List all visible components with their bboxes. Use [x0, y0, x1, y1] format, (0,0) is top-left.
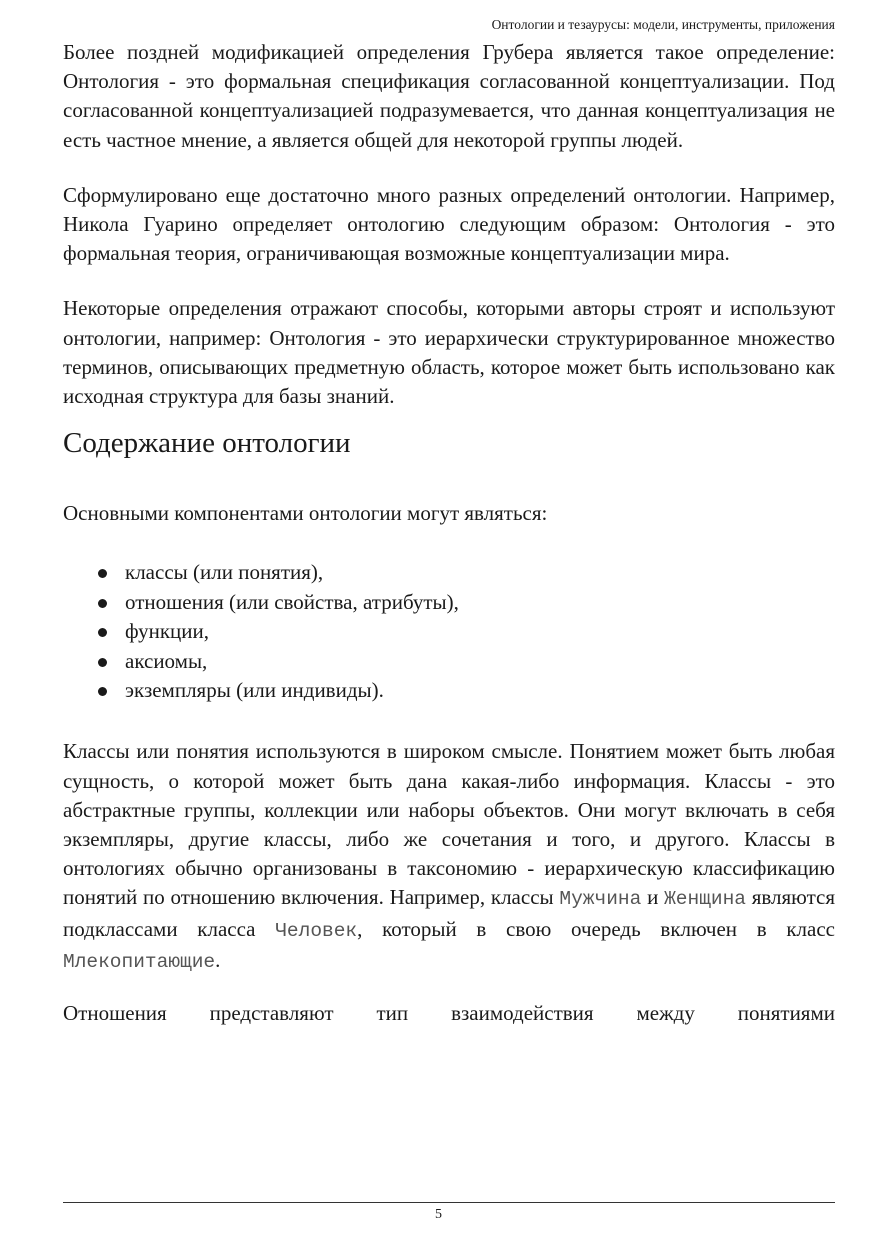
components-lead: Основными компонентами онтологии могут являться: — [63, 501, 548, 526]
bullet-icon — [98, 628, 107, 637]
paragraph-guarino-definition: Сформулировано еще достаточно много разных определений онтологии. Например, Никола Гуарино определяет онтологию следующим образом: Онтология - это формальная теория, ограничивающая возможные концептуализации мира. — [63, 182, 835, 266]
list-item: аксиомы, — [63, 647, 835, 676]
paragraph-hierarchical-definition: Некоторые определения отражают способы, которыми авторы строят и используют онтологии, например: Онтология - это иерархически структурированное множество терминов, описывающих предметную область, которое может быть использовано как исходная структура для базы знаний. — [63, 296, 835, 409]
code-class-man: Мужчина — [559, 888, 642, 911]
bullet-icon — [98, 687, 107, 696]
section-heading: Содержание онтологии — [63, 427, 351, 460]
code-class-woman: Женщина — [664, 888, 746, 911]
paragraph-relations: Отношения представляют тип взаимодействия между понятиями — [63, 1001, 835, 1026]
footer-divider — [63, 1202, 835, 1203]
bullet-icon — [98, 569, 107, 578]
paragraph-classes: Классы или понятия используются в широком смысле. Понятием может быть любая сущность, о которой может быть дана какая-либо информация. Классы - это абстрактные группы, коллекции или наборы объектов. Они могут включать в себя экземпляры, другие классы, либо же сочетания и того, и другого. Классы в онтологиях обычно организованы в таксономию - иерархическую классификацию понятий по отношению включения. Например, классы Мужчина и Женщина являются подклассами класса Человек, который в свою очередь включен в класс Млекопитающие. — [63, 739, 835, 973]
components-list — [63, 558, 835, 705]
bullet-icon — [98, 599, 107, 608]
running-header: Онтологии и тезаурусы: модели, инструменты, приложения — [491, 17, 835, 32]
page-content — [63, 38, 835, 1028]
paragraph-gruber-modification: Более поздней модификацией определения Грубера является такое определение: Онтология - это формальная спецификация согласованной концептуализации. Под согласованной концептуализацией подразумевается, что данная концептуализация не есть частное мнение, а является общей для некоторой группы людей. — [63, 40, 835, 152]
code-class-mammals: Млекопитающие — [63, 950, 216, 973]
list-item: функции, — [63, 617, 835, 646]
list-item: экземпляры (или индивиды). — [63, 676, 835, 705]
list-item: классы (или понятия), — [63, 558, 835, 587]
code-class-human: Человек — [275, 919, 358, 942]
page-number: 5 — [435, 1207, 442, 1222]
list-item: отношения (или свойства, атрибуты), — [63, 588, 835, 617]
bullet-icon — [98, 658, 107, 667]
